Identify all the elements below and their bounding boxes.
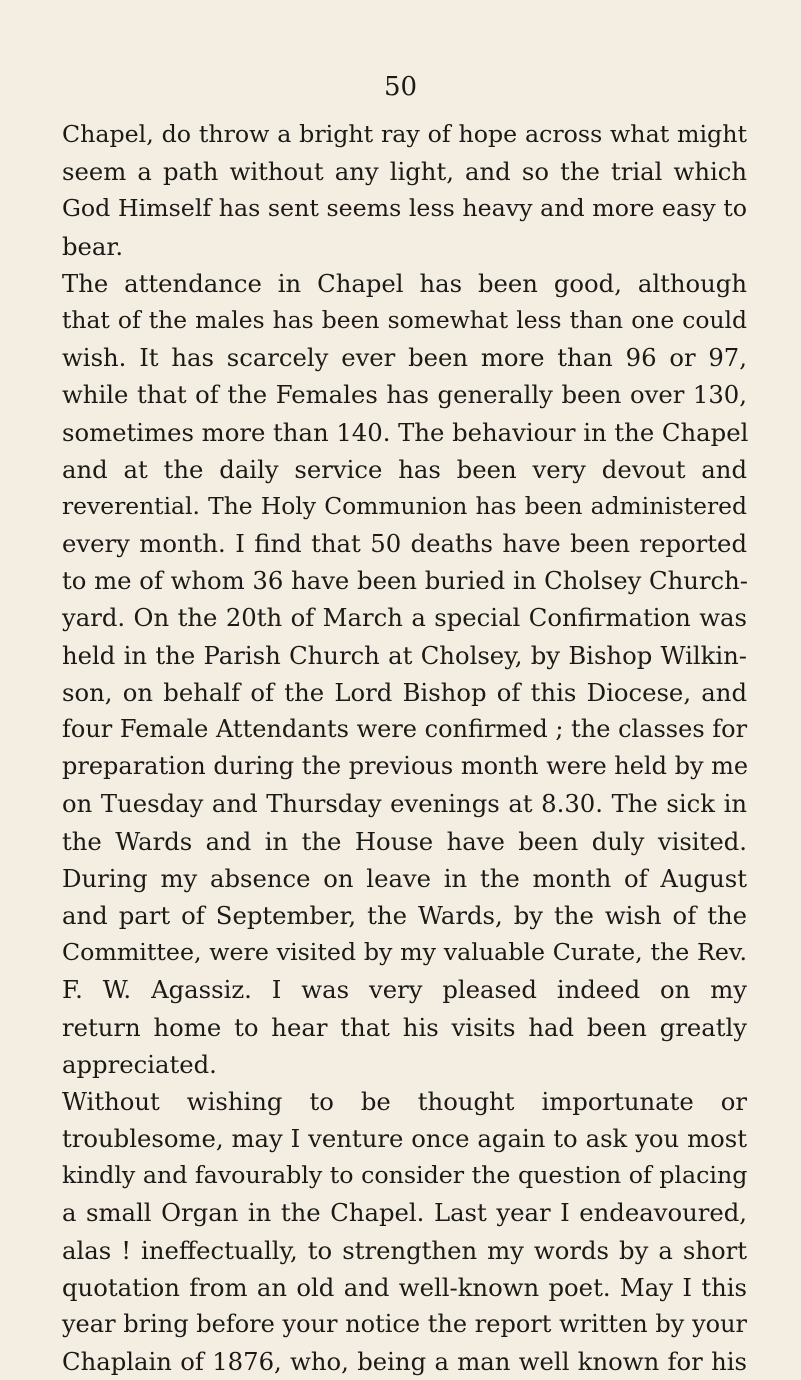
- text-line: that of the males has been somewhat less than one could: [62, 305, 747, 334]
- text-line: four Female Attendants were confirmed ; the classes for: [62, 715, 748, 743]
- text-line: held in the Parish Church at Cholsey, by Bishop Wilkin-: [62, 640, 747, 670]
- text-line: kindly and favourably to consider the question of placing: [62, 1161, 748, 1190]
- text-line: Chapel, do throw a bright ray of hope across what might: [62, 120, 747, 148]
- text-line: troublesome, may I venture once again to ask you most: [62, 1124, 747, 1154]
- text-line: seem a path without any light, and so the trial which: [62, 157, 747, 187]
- text-line: F. W. Agassiz. I was very pleased indeed on my: [62, 975, 747, 1005]
- text-line: During my absence on leave in the month of August: [62, 863, 747, 893]
- text-line: son, on behalf of the Lord Bishop of this Diocese, and: [62, 677, 747, 707]
- text-line: return home to hear that his visits had been greatly: [62, 1012, 747, 1042]
- body-text: [62, 116, 747, 1380]
- text-line: God Himself has sent seems less heavy and more easy to: [62, 194, 747, 223]
- text-line: reverential. The Holy Communion has been administered: [62, 491, 747, 520]
- text-line: on Tuesday and Thursday evenings at 8.30. The sick in: [62, 789, 747, 819]
- text-line: preparation during the previous month were held by me: [62, 752, 749, 781]
- text-line: a small Organ in the Chapel. Last year I endeavoured,: [62, 1198, 747, 1228]
- text-line: every month. I find that 50 deaths have been reported: [62, 529, 747, 559]
- text-line: yard. On the 20th of March a special Confirmation was: [62, 603, 747, 633]
- text-line: the Wards and in the House have been duly visited.: [62, 826, 747, 856]
- text-line: The attendance in Chapel has been good, although: [62, 268, 747, 298]
- text-line: while that of the Females has generally been over 130,: [62, 380, 747, 410]
- text-line: and at the daily service has been very devout and: [62, 454, 747, 484]
- text-line: alas ! ineffectually, to strengthen my words by a short: [62, 1235, 747, 1265]
- text-line: Chaplain of 1876, who, being a man well known for his: [62, 1347, 747, 1377]
- text-line: Committee, were visited by my valuable Curate, the Rev.: [62, 938, 747, 967]
- text-line: sometimes more than 140. The behaviour in the Chapel: [62, 417, 749, 447]
- text-line: appreciated.: [62, 1049, 217, 1079]
- text-line: quotation from an old and well-known poet. May I this: [62, 1272, 747, 1302]
- text-line: bear.: [62, 231, 124, 261]
- text-line: wish. It has scarcely ever been more than 96 or 97,: [62, 343, 747, 373]
- text-line: Without wishing to be thought importunate or: [62, 1086, 747, 1116]
- text-line: year bring before your notice the report written by your: [62, 1310, 747, 1338]
- text-line: to me of whom 36 have been buried in Cholsey Church-: [62, 566, 749, 596]
- text-line: and part of September, the Wards, by the wish of the: [62, 900, 747, 930]
- page-number: 50: [383, 72, 418, 102]
